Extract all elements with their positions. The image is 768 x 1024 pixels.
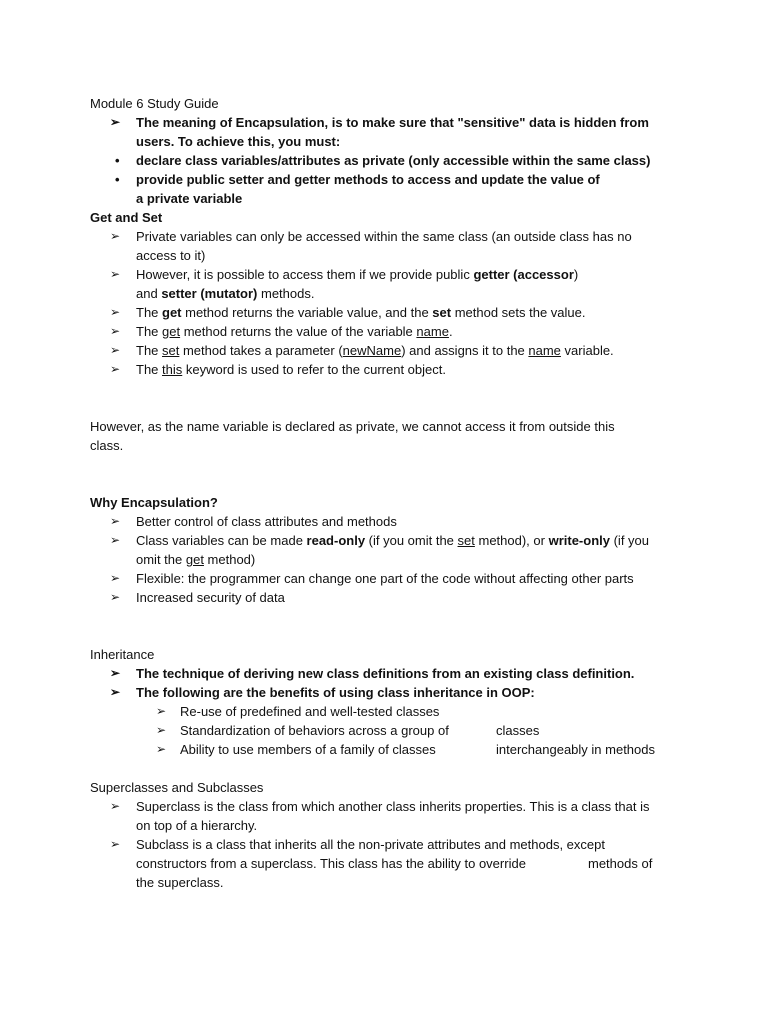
list-item: ➢ The set method takes a parameter (newName) and assigns it to the name variable. (110, 343, 614, 358)
arrow-bullet-icon: ➢ (156, 742, 167, 756)
sub-list-item: ➢ Standardization of behaviors across a group of classes (156, 723, 540, 738)
list-item: ➢ Private variables can only be accessed within the same class (an outside class has no access to it) (110, 229, 632, 263)
list-item: ➢ Better control of class attributes and methods (110, 514, 397, 529)
document-page (90, 94, 690, 892)
list-item: ➢ The this keyword is used to refer to the current object. (110, 362, 446, 377)
section-heading: Why Encapsulation? (90, 495, 218, 510)
list-item: ➢ The get method returns the value of the variable name. (110, 324, 453, 339)
document-title: Module 6 Study Guide (90, 96, 219, 111)
list-item: ➢ Subclass is a class that inherits all the non-private attributes and methods, except constructors from a superclass. This class has the ability to override methods of the superclass. (110, 837, 653, 890)
arrow-bullet-icon: ➢ (110, 362, 121, 376)
paragraph-line: class. (90, 438, 124, 453)
spacer (90, 455, 690, 493)
arrow-bullet-icon: ➢ (110, 267, 121, 281)
spacer (90, 607, 690, 645)
list-item: • declare class variables/attributes as private (only accessible within the same class) (115, 153, 651, 168)
bullet-icon: • (115, 153, 120, 168)
arrow-bullet-icon: ➢ (110, 590, 121, 604)
section-heading: Superclasses and Subclasses (90, 780, 264, 795)
section-heading: Get and Set (90, 210, 163, 225)
arrow-bullet-icon: ➢ (156, 723, 167, 737)
arrow-bullet-icon: ➢ (110, 666, 121, 680)
list-item: ➢ Superclass is the class from which another class inherits properties. This is a class that is on top of a hierarchy. (110, 799, 650, 833)
arrow-bullet-icon: ➢ (156, 704, 167, 718)
arrow-bullet-icon: ➢ (110, 799, 121, 813)
arrow-bullet-icon: ➢ (110, 229, 121, 243)
arrow-bullet-icon: ➢ (110, 837, 121, 851)
arrow-bullet-icon: ➢ (110, 533, 121, 547)
spacer (90, 379, 690, 417)
list-item: ➢ The get method returns the variable value, and the set method sets the value. (110, 305, 586, 320)
arrow-bullet-icon: ➢ (110, 685, 121, 699)
arrow-bullet-icon: ➢ (110, 324, 121, 338)
list-item: ➢ Flexible: the programmer can change one part of the code without affecting other parts (110, 571, 634, 586)
sub-list-item: ➢ Ability to use members of a family of classes interchangeably in methods (156, 742, 655, 757)
list-item: ➢ The following are the benefits of using class inheritance in OOP: (110, 685, 535, 700)
paragraph-line: However, as the name variable is declared as private, we cannot access it from outside this (90, 419, 615, 434)
spacer (90, 759, 690, 778)
section-heading: Inheritance (90, 647, 155, 662)
list-item: ➢ Increased security of data (110, 590, 285, 605)
list-item: ➢ The technique of deriving new class definitions from an existing class definition. (110, 666, 635, 681)
sub-list-item: ➢ Re-use of predefined and well-tested classes (156, 704, 440, 719)
list-item: ➢ The meaning of Encapsulation, is to make sure that "sensitive" data is hidden from users. To achieve this, you must: (110, 115, 649, 149)
arrow-bullet-icon: ➢ (110, 305, 121, 319)
list-item: • provide public setter and getter methods to access and update the value of a private variable (115, 172, 600, 206)
arrow-bullet-icon: ➢ (110, 115, 121, 129)
list-item: ➢ However, it is possible to access them if we provide public getter (accessor) and setter (mutator) methods. (110, 267, 579, 301)
arrow-bullet-icon: ➢ (110, 514, 121, 528)
list-item: ➢ Class variables can be made read-only (if you omit the set method), or write-only (if you omit the get method) (110, 533, 649, 567)
arrow-bullet-icon: ➢ (110, 571, 121, 585)
arrow-bullet-icon: ➢ (110, 343, 121, 357)
bullet-icon: • (115, 172, 120, 187)
